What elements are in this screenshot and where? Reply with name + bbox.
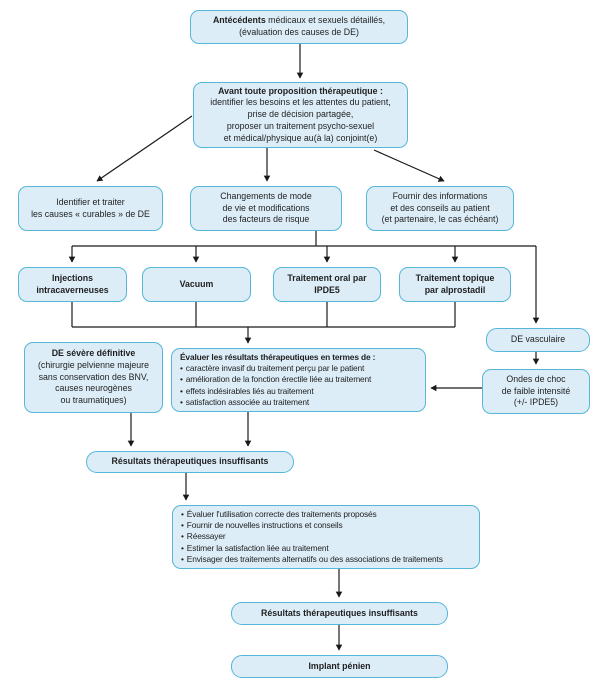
box-de-severe-definitive: DE sévère définitive (chirurgie pelvienne majeure sans conservation des BNV, causes neurogènes ou traumatiques) <box>24 342 163 413</box>
box-evaluer-title: Évaluer les résultats thérapeutiques en termes de : <box>180 351 376 362</box>
box-avant-proposition: Avant toute proposition thérapeutique : identifier les besoins et les attentes du patient, prise de décision partagée, proposer un traitement psycho-sexuel et médical/physique au(à la) conjoint(e) <box>193 82 408 148</box>
arrow-before-to-curable <box>97 116 192 181</box>
bullet-icon: • <box>180 363 183 374</box>
arrow-before-to-information <box>374 150 444 181</box>
bullet-icon: • <box>180 374 183 385</box>
box-de-severe-title: DE sévère définitive <box>51 348 136 359</box>
box-antecedents-line1: Antécédents médicaux et sexuels détaillés, <box>212 15 386 26</box>
box-vacuum: Vacuum <box>142 267 251 302</box>
line-collector <box>72 302 455 327</box>
box-resultats-insuffisants-1: Résultats thérapeutiques insuffisants <box>86 451 294 473</box>
box-traitement-topique: Traitement topique par alprostadil <box>399 267 511 302</box>
bullet-icon: • <box>181 520 184 531</box>
box-causes-curables: Identifier et traiter les causes « curables » de DE <box>18 186 163 231</box>
bullet-icon: • <box>181 553 184 564</box>
box-traitement-oral-ipde5: Traitement oral par IPDE5 <box>273 267 381 302</box>
box-resultats-insuffisants-2: Résultats thérapeutiques insuffisants <box>231 602 448 625</box>
box-antecedents-line2: (évaluation des causes de DE) <box>239 27 359 37</box>
bullet-icon: • <box>180 385 183 396</box>
box-informations-patient: Fournir des informations et des conseils au patient (et partenaire, le cas échéant) <box>366 186 514 231</box>
box-evaluer-resultats: Évaluer les résultats thérapeutiques en termes de : • caractère invasif du traitement perçu par le patient • amélioration de la fonction érectile liée au traitement • effets indésirables liés au traitement • satisfaction associée au traitement <box>171 348 426 412</box>
bullet-icon: • <box>180 396 183 407</box>
box-de-vasculaire: DE vasculaire <box>486 328 590 352</box>
bullet-icon: • <box>181 508 184 519</box>
box-actions-reessai: • Évaluer l'utilisation correcte des traitements proposés • Fournir de nouvelles instructions et conseils • Réessayer • Estimer la satisfaction liée au traitement • Envisager des traitements alternatifs ou des associations de traitements <box>172 505 480 569</box>
box-implant-penien: Implant pénien <box>231 655 448 678</box>
box-ondes-de-choc: Ondes de choc de faible intensité (+/- IPDE5) <box>482 369 590 414</box>
bullet-icon: • <box>181 542 184 553</box>
box-mode-de-vie: Changements de mode de vie et modifications des facteurs de risque <box>190 186 342 231</box>
box-avant-proposition-title: Avant toute proposition thérapeutique : <box>218 85 383 96</box>
box-injections-intracaverneuses: Injections intracaverneuses <box>18 267 127 302</box>
bullet-icon: • <box>181 531 184 542</box>
box-antecedents <box>190 10 408 44</box>
